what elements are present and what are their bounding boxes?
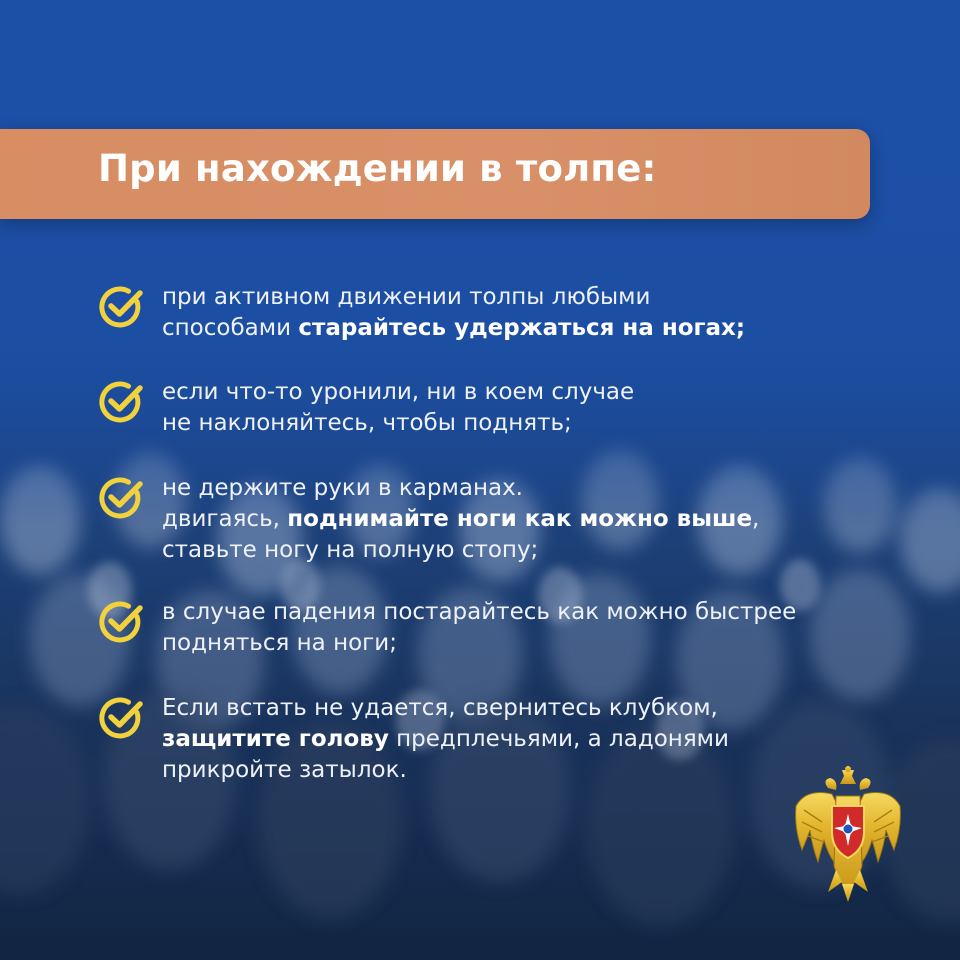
item-line: Если встать не удается, свернитесь клубком, bbox=[162, 695, 718, 721]
item-text bbox=[162, 597, 922, 659]
item-text bbox=[162, 473, 922, 566]
item-line: ставьте ногу на полную стопу; bbox=[162, 537, 539, 563]
item-line bbox=[162, 504, 922, 535]
check-circle-icon bbox=[96, 473, 146, 523]
item-text-regular: двигаясь, bbox=[162, 506, 288, 532]
item-line bbox=[162, 724, 922, 755]
item-line: не наклоняйтесь, чтобы поднять; bbox=[162, 410, 572, 436]
item-line: не держите руки в карманах. bbox=[162, 475, 523, 501]
item-text-bold: старайтесь удержаться на ногах; bbox=[298, 315, 746, 341]
item-text bbox=[162, 377, 922, 439]
item-text-bold: поднимайте ноги как можно выше bbox=[287, 506, 753, 532]
item-text bbox=[162, 282, 922, 344]
check-circle-icon bbox=[96, 377, 146, 427]
page-title: При нахождении в толпе: bbox=[98, 147, 657, 190]
item-text-regular: , bbox=[752, 506, 760, 532]
item-line: в случае падения постарайтесь как можно быстрее bbox=[162, 599, 797, 625]
check-circle-icon bbox=[96, 282, 146, 332]
item-line: прикройте затылок. bbox=[162, 757, 407, 783]
item-text-regular: предплечьями, а ладонями bbox=[388, 726, 729, 752]
item-line: подняться на ноги; bbox=[162, 630, 397, 656]
item-line bbox=[162, 313, 922, 344]
item-line: при активном движении толпы любыми bbox=[162, 284, 651, 310]
double-headed-eagle-emblem bbox=[792, 766, 904, 906]
item-line: если что-то уронили, ни в коем случае bbox=[162, 379, 635, 405]
check-circle-icon bbox=[96, 597, 146, 647]
check-circle-icon bbox=[96, 693, 146, 743]
item-text-regular: способами bbox=[162, 315, 299, 341]
item-text-bold: защитите голову bbox=[162, 726, 389, 752]
